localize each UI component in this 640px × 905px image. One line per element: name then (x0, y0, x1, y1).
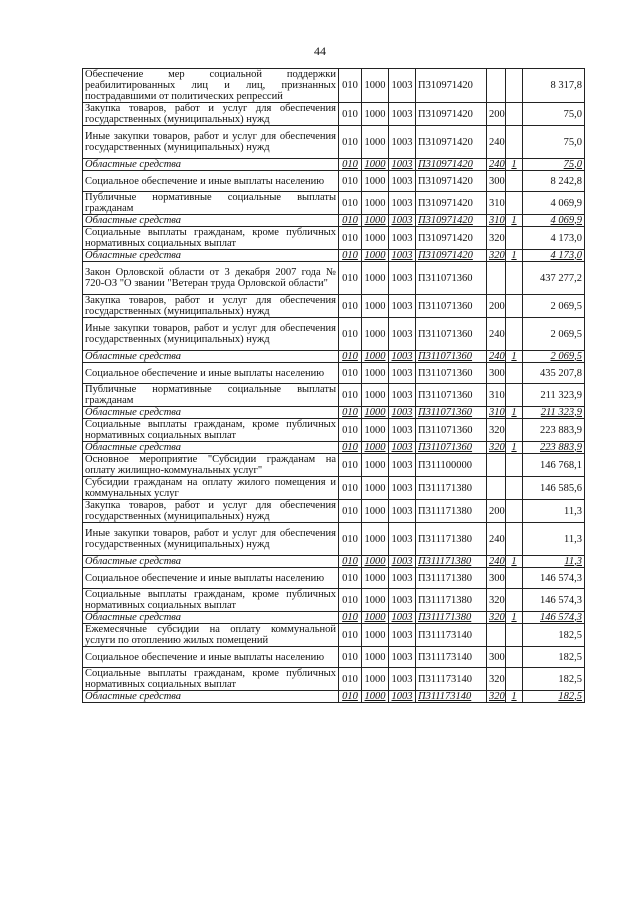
expense-type-code: 310 (487, 407, 506, 419)
funding-source-code (506, 171, 523, 192)
subsection-code: 1003 (389, 419, 416, 442)
ministry-code: 010 (339, 556, 362, 568)
target-article-code: П310971420 (416, 171, 487, 192)
amount-value: 182,5 (523, 624, 585, 647)
expense-type-code (487, 477, 506, 500)
funding-source-code (506, 454, 523, 477)
section-code: 1000 (362, 442, 389, 454)
ministry-code: 010 (339, 407, 362, 419)
row-description: Закупка товаров, работ и услуг для обеспечения государственных (муниципальных) нужд (83, 500, 339, 523)
section-code: 1000 (362, 159, 389, 171)
amount-value: 11,3 (523, 500, 585, 523)
ministry-code: 010 (339, 215, 362, 227)
row-description: Социальное обеспечение и иные выплаты населению (83, 171, 339, 192)
funding-source-code (506, 318, 523, 351)
amount-value: 8 242,8 (523, 171, 585, 192)
subsection-code: 1003 (389, 227, 416, 250)
row-description: Обеспечение мер социальной поддержки реабилитированных лиц и лиц, признанных пострадавшими от политических репрессий (83, 69, 339, 103)
amount-value: 2 069,5 (523, 351, 585, 363)
row-description: Закупка товаров, работ и услуг для обеспечения государственных (муниципальных) нужд (83, 103, 339, 126)
ministry-code: 010 (339, 103, 362, 126)
budget-table-body (83, 69, 585, 703)
subsection-code: 1003 (389, 192, 416, 215)
subsection-code: 1003 (389, 523, 416, 556)
section-code: 1000 (362, 262, 389, 295)
ministry-code: 010 (339, 419, 362, 442)
target-article-code: П310971420 (416, 126, 487, 159)
subsection-code: 1003 (389, 556, 416, 568)
amount-value: 4 173,0 (523, 227, 585, 250)
row-description: Публичные нормативные социальные выплаты гражданам (83, 384, 339, 407)
amount-value: 75,0 (523, 126, 585, 159)
ministry-code: 010 (339, 454, 362, 477)
row-description: Социальные выплаты гражданам, кроме публичных нормативных социальных выплат (83, 227, 339, 250)
section-code: 1000 (362, 568, 389, 589)
target-article-code: П311071360 (416, 407, 487, 419)
subsection-code: 1003 (389, 407, 416, 419)
amount-value: 146 768,1 (523, 454, 585, 477)
ministry-code: 010 (339, 250, 362, 262)
subsection-code: 1003 (389, 295, 416, 318)
amount-value: 11,3 (523, 523, 585, 556)
row-description: Областные средства (83, 250, 339, 262)
ministry-code: 010 (339, 69, 362, 103)
target-article-code: П311173140 (416, 668, 487, 691)
subsection-code: 1003 (389, 171, 416, 192)
expense-type-code: 240 (487, 351, 506, 363)
row-description: Социальное обеспечение и иные выплаты населению (83, 363, 339, 384)
subsection-code: 1003 (389, 442, 416, 454)
target-article-code: П311071360 (416, 262, 487, 295)
ministry-code: 010 (339, 159, 362, 171)
section-code: 1000 (362, 647, 389, 668)
subtotal-row (83, 159, 585, 171)
section-code: 1000 (362, 295, 389, 318)
subsection-code: 1003 (389, 568, 416, 589)
expense-type-code: 320 (487, 612, 506, 624)
expense-type-code: 300 (487, 647, 506, 668)
target-article-code: П311171380 (416, 477, 487, 500)
expense-type-code: 320 (487, 419, 506, 442)
expense-type-code: 240 (487, 523, 506, 556)
ministry-code: 010 (339, 351, 362, 363)
row-description: Иные закупки товаров, работ и услуг для обеспечения государственных (муниципальных) нужд (83, 318, 339, 351)
ministry-code: 010 (339, 126, 362, 159)
table-row (83, 500, 585, 523)
subsection-code: 1003 (389, 159, 416, 171)
amount-value: 4 069,9 (523, 192, 585, 215)
section-code: 1000 (362, 454, 389, 477)
subsection-code: 1003 (389, 363, 416, 384)
funding-source-code (506, 262, 523, 295)
table-row (83, 295, 585, 318)
row-description: Закон Орловской области от 3 декабря 2007 года № 720-ОЗ "О звании "Ветеран труда Орловской области" (83, 262, 339, 295)
table-row (83, 227, 585, 250)
page-number: 44 (314, 44, 326, 58)
subsection-code: 1003 (389, 691, 416, 703)
table-row (83, 363, 585, 384)
target-article-code: П311071360 (416, 318, 487, 351)
amount-value: 435 207,8 (523, 363, 585, 384)
section-code: 1000 (362, 624, 389, 647)
section-code: 1000 (362, 103, 389, 126)
budget-table (82, 68, 585, 703)
subsection-code: 1003 (389, 668, 416, 691)
subsection-code: 1003 (389, 624, 416, 647)
subsection-code: 1003 (389, 500, 416, 523)
funding-source-code: 1 (506, 556, 523, 568)
funding-source-code (506, 589, 523, 612)
target-article-code: П311171380 (416, 568, 487, 589)
row-description: Областные средства (83, 351, 339, 363)
subsection-code: 1003 (389, 318, 416, 351)
funding-source-code (506, 500, 523, 523)
section-code: 1000 (362, 523, 389, 556)
table-row (83, 523, 585, 556)
expense-type-code: 300 (487, 568, 506, 589)
section-code: 1000 (362, 668, 389, 691)
expense-type-code: 320 (487, 589, 506, 612)
ministry-code: 010 (339, 262, 362, 295)
table-row (83, 384, 585, 407)
section-code: 1000 (362, 192, 389, 215)
target-article-code: П311171380 (416, 612, 487, 624)
ministry-code: 010 (339, 568, 362, 589)
target-article-code: П311071360 (416, 419, 487, 442)
funding-source-code (506, 69, 523, 103)
expense-type-code: 240 (487, 159, 506, 171)
expense-type-code (487, 262, 506, 295)
section-code: 1000 (362, 384, 389, 407)
expense-type-code: 240 (487, 556, 506, 568)
ministry-code: 010 (339, 171, 362, 192)
amount-value: 182,5 (523, 691, 585, 703)
amount-value: 211 323,9 (523, 407, 585, 419)
funding-source-code (506, 523, 523, 556)
target-article-code: П311173140 (416, 647, 487, 668)
row-description: Областные средства (83, 612, 339, 624)
row-description: Областные средства (83, 407, 339, 419)
row-description: Областные средства (83, 215, 339, 227)
table-row (83, 454, 585, 477)
target-article-code: П311071360 (416, 442, 487, 454)
table-row (83, 192, 585, 215)
row-description: Социальные выплаты гражданам, кроме публичных нормативных социальных выплат (83, 419, 339, 442)
target-article-code: П311100000 (416, 454, 487, 477)
expense-type-code: 320 (487, 442, 506, 454)
row-description: Областные средства (83, 442, 339, 454)
expense-type-code: 300 (487, 171, 506, 192)
table-row (83, 668, 585, 691)
target-article-code: П311071360 (416, 384, 487, 407)
expense-type-code: 200 (487, 500, 506, 523)
ministry-code: 010 (339, 589, 362, 612)
row-description: Социальное обеспечение и иные выплаты населению (83, 647, 339, 668)
amount-value: 8 317,8 (523, 69, 585, 103)
row-description: Ежемесячные субсидии на оплату коммунальной услуги по отоплению жилых помещений (83, 624, 339, 647)
funding-source-code: 1 (506, 351, 523, 363)
ministry-code: 010 (339, 295, 362, 318)
funding-source-code (506, 477, 523, 500)
subtotal-row (83, 612, 585, 624)
row-description: Публичные нормативные социальные выплаты гражданам (83, 192, 339, 215)
section-code: 1000 (362, 612, 389, 624)
funding-source-code (506, 192, 523, 215)
section-code: 1000 (362, 407, 389, 419)
expense-type-code: 320 (487, 227, 506, 250)
subsection-code: 1003 (389, 103, 416, 126)
table-row (83, 624, 585, 647)
subtotal-row (83, 442, 585, 454)
section-code: 1000 (362, 691, 389, 703)
table-row (83, 262, 585, 295)
expense-type-code: 240 (487, 318, 506, 351)
target-article-code: П310971420 (416, 192, 487, 215)
subsection-code: 1003 (389, 612, 416, 624)
amount-value: 223 883,9 (523, 419, 585, 442)
amount-value: 4 173,0 (523, 250, 585, 262)
ministry-code: 010 (339, 500, 362, 523)
funding-source-code (506, 568, 523, 589)
expense-type-code: 300 (487, 363, 506, 384)
subsection-code: 1003 (389, 262, 416, 295)
subtotal-row (83, 351, 585, 363)
section-code: 1000 (362, 69, 389, 103)
expense-type-code: 320 (487, 250, 506, 262)
amount-value: 4 069,9 (523, 215, 585, 227)
amount-value: 2 069,5 (523, 318, 585, 351)
table-row (83, 126, 585, 159)
amount-value: 146 574,3 (523, 589, 585, 612)
amount-value: 146 585,6 (523, 477, 585, 500)
section-code: 1000 (362, 589, 389, 612)
amount-value: 11,3 (523, 556, 585, 568)
expense-type-code: 310 (487, 384, 506, 407)
expense-type-code (487, 454, 506, 477)
table-row (83, 589, 585, 612)
funding-source-code (506, 295, 523, 318)
target-article-code: П311173140 (416, 691, 487, 703)
subtotal-row (83, 556, 585, 568)
amount-value: 223 883,9 (523, 442, 585, 454)
subsection-code: 1003 (389, 250, 416, 262)
expense-type-code: 310 (487, 215, 506, 227)
funding-source-code: 1 (506, 691, 523, 703)
section-code: 1000 (362, 351, 389, 363)
expense-type-code (487, 624, 506, 647)
funding-source-code (506, 668, 523, 691)
row-description: Областные средства (83, 691, 339, 703)
row-description: Социальное обеспечение и иные выплаты населению (83, 568, 339, 589)
amount-value: 75,0 (523, 103, 585, 126)
funding-source-code (506, 363, 523, 384)
row-description: Областные средства (83, 159, 339, 171)
funding-source-code (506, 647, 523, 668)
ministry-code: 010 (339, 668, 362, 691)
funding-source-code: 1 (506, 407, 523, 419)
table-row (83, 171, 585, 192)
expense-type-code: 240 (487, 126, 506, 159)
subsection-code: 1003 (389, 589, 416, 612)
target-article-code: П311171380 (416, 500, 487, 523)
ministry-code: 010 (339, 318, 362, 351)
row-description: Социальные выплаты гражданам, кроме публичных нормативных социальных выплат (83, 668, 339, 691)
table-row (83, 318, 585, 351)
target-article-code: П310971420 (416, 159, 487, 171)
target-article-code: П311071360 (416, 351, 487, 363)
subsection-code: 1003 (389, 126, 416, 159)
target-article-code: П310971420 (416, 69, 487, 103)
ministry-code: 010 (339, 363, 362, 384)
ministry-code: 010 (339, 647, 362, 668)
ministry-code: 010 (339, 612, 362, 624)
amount-value: 146 574,3 (523, 612, 585, 624)
section-code: 1000 (362, 171, 389, 192)
expense-type-code (487, 69, 506, 103)
section-code: 1000 (362, 250, 389, 262)
section-code: 1000 (362, 126, 389, 159)
funding-source-code (506, 126, 523, 159)
expense-type-code: 310 (487, 192, 506, 215)
subsection-code: 1003 (389, 647, 416, 668)
target-article-code: П310971420 (416, 227, 487, 250)
expense-type-code: 200 (487, 103, 506, 126)
funding-source-code: 1 (506, 159, 523, 171)
ministry-code: 010 (339, 192, 362, 215)
row-description: Основное мероприятие "Субсидии гражданам на оплату жилищно-коммунальных услуг" (83, 454, 339, 477)
section-code: 1000 (362, 500, 389, 523)
target-article-code: П311171380 (416, 523, 487, 556)
subsection-code: 1003 (389, 454, 416, 477)
expense-type-code: 200 (487, 295, 506, 318)
subtotal-row (83, 215, 585, 227)
table-row (83, 69, 585, 103)
row-description: Иные закупки товаров, работ и услуг для обеспечения государственных (муниципальных) нужд (83, 523, 339, 556)
target-article-code: П311071360 (416, 363, 487, 384)
expense-type-code: 320 (487, 691, 506, 703)
amount-value: 182,5 (523, 668, 585, 691)
subtotal-row (83, 407, 585, 419)
subsection-code: 1003 (389, 69, 416, 103)
funding-source-code: 1 (506, 612, 523, 624)
amount-value: 146 574,3 (523, 568, 585, 589)
ministry-code: 010 (339, 227, 362, 250)
funding-source-code (506, 227, 523, 250)
target-article-code: П310971420 (416, 215, 487, 227)
subtotal-row (83, 691, 585, 703)
ministry-code: 010 (339, 477, 362, 500)
row-description: Иные закупки товаров, работ и услуг для обеспечения государственных (муниципальных) нужд (83, 126, 339, 159)
section-code: 1000 (362, 318, 389, 351)
row-description: Областные средства (83, 556, 339, 568)
subsection-code: 1003 (389, 384, 416, 407)
amount-value: 2 069,5 (523, 295, 585, 318)
target-article-code: П311071360 (416, 295, 487, 318)
target-article-code: П310971420 (416, 103, 487, 126)
section-code: 1000 (362, 419, 389, 442)
target-article-code: П311171380 (416, 589, 487, 612)
ministry-code: 010 (339, 523, 362, 556)
ministry-code: 010 (339, 691, 362, 703)
funding-source-code (506, 624, 523, 647)
expense-type-code: 320 (487, 668, 506, 691)
ministry-code: 010 (339, 624, 362, 647)
table-row (83, 568, 585, 589)
target-article-code: П311171380 (416, 556, 487, 568)
subsection-code: 1003 (389, 477, 416, 500)
target-article-code: П311173140 (416, 624, 487, 647)
funding-source-code: 1 (506, 215, 523, 227)
row-description: Социальные выплаты гражданам, кроме публичных нормативных социальных выплат (83, 589, 339, 612)
row-description: Субсидии гражданам на оплату жилого помещения и коммунальных услуг (83, 477, 339, 500)
table-row (83, 103, 585, 126)
table-row (83, 477, 585, 500)
target-article-code: П310971420 (416, 250, 487, 262)
ministry-code: 010 (339, 442, 362, 454)
funding-source-code: 1 (506, 250, 523, 262)
amount-value: 182,5 (523, 647, 585, 668)
subtotal-row (83, 250, 585, 262)
subsection-code: 1003 (389, 215, 416, 227)
table-row (83, 419, 585, 442)
amount-value: 437 277,2 (523, 262, 585, 295)
funding-source-code (506, 419, 523, 442)
section-code: 1000 (362, 363, 389, 384)
amount-value: 211 323,9 (523, 384, 585, 407)
funding-source-code (506, 103, 523, 126)
table-row (83, 647, 585, 668)
row-description: Закупка товаров, работ и услуг для обеспечения государственных (муниципальных) нужд (83, 295, 339, 318)
section-code: 1000 (362, 215, 389, 227)
section-code: 1000 (362, 556, 389, 568)
section-code: 1000 (362, 227, 389, 250)
subsection-code: 1003 (389, 351, 416, 363)
section-code: 1000 (362, 477, 389, 500)
amount-value: 75,0 (523, 159, 585, 171)
funding-source-code: 1 (506, 442, 523, 454)
funding-source-code (506, 384, 523, 407)
ministry-code: 010 (339, 384, 362, 407)
